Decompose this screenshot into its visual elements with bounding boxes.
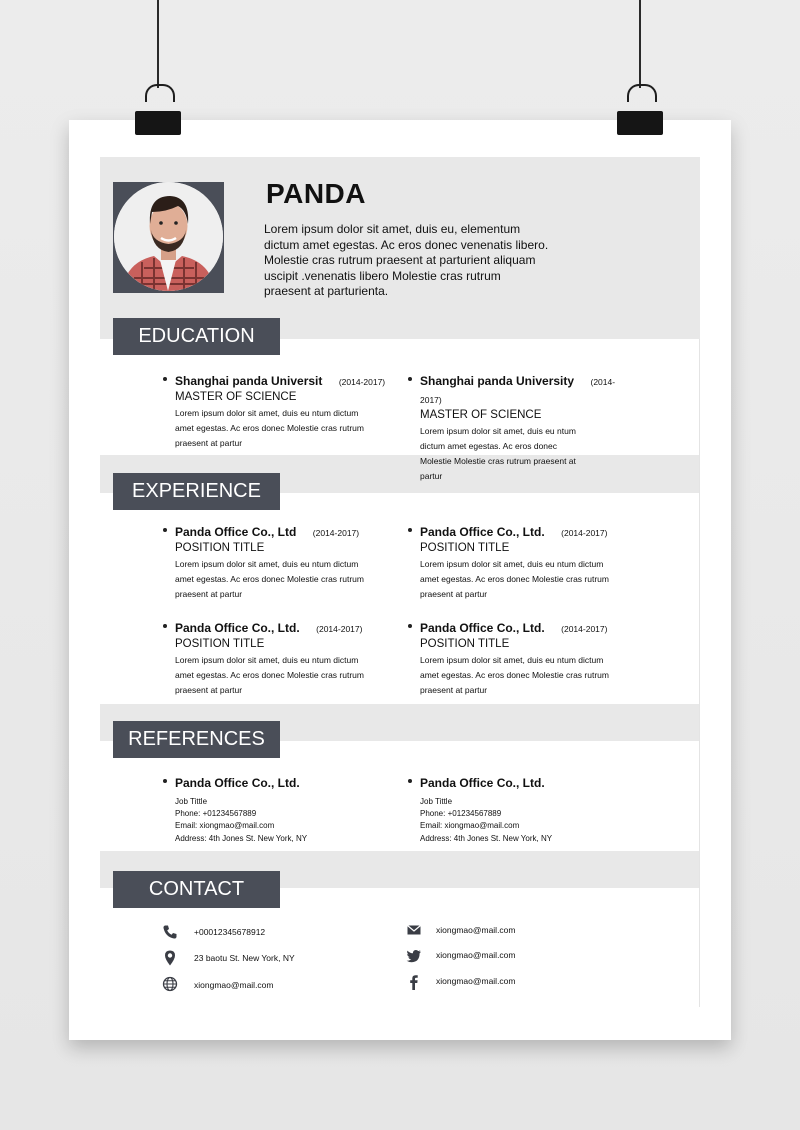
reference-entry [175,774,390,845]
experience-description: Lorem ipsum dolor sit amet, duis eu ntum dictum amet egestas. Ac eros donec Molestie cras rutrum praesent at partur [420,559,609,599]
reference-phone: Phone: +01234567889 [175,809,257,819]
education-entry [420,372,635,484]
contact-website: xiongmao@mail.com [194,980,274,990]
reference-details [420,796,635,845]
education-entry [175,372,390,451]
reference-email: Email: xiongmao@mail.com [420,821,520,831]
reference-address: Address: 4th Jones St. New York, NY [175,833,308,843]
experience-heading: EXPERIENCE [113,473,280,510]
company-name: Panda Office Co., Ltd. [420,525,545,539]
experience-years: (2014-2017) [312,528,360,538]
bullet [408,528,412,532]
hanging-wire-left [157,0,159,88]
contact-phone: +00012345678912 [194,927,266,937]
position-title: POSITION TITLE [420,542,510,554]
degree: MASTER OF SCIENCE [175,391,297,403]
binder-clip-left [135,111,181,135]
experience-description: Lorem ipsum dolor sit amet, duis eu ntum dictum amet egestas. Ac eros donec Molestie cras rutrum praesent at partur [175,559,364,599]
contact-email: xiongmao@mail.com [436,925,516,935]
bullet [163,377,167,381]
envelope-icon [406,922,422,938]
company-name: Panda Office Co., Ltd. [420,621,545,635]
hanging-wire-right [639,0,641,88]
reference-company: Panda Office Co., Ltd. [420,776,545,790]
reference-address: Address: 4th Jones St. New York, NY [420,833,553,843]
reference-phone: Phone: +01234567889 [420,809,502,819]
experience-entry [175,523,390,602]
right-rule [699,339,700,1007]
contact-address: 23 baotu St. New York, NY [194,953,295,963]
experience-entry [420,523,635,602]
position-title: POSITION TITLE [420,638,510,650]
person-illustration [114,182,223,291]
binder-clip-handle-left [145,84,175,102]
references-heading: REFERENCES [113,721,280,758]
phone-icon [162,924,178,940]
candidate-name: PANDA [266,178,366,209]
company-name: Panda Office Co., Ltd [175,525,297,539]
company-name: Panda Office Co., Ltd. [175,621,300,635]
bullet [408,377,412,381]
reference-entry [420,774,635,845]
degree: MASTER OF SCIENCE [420,409,542,421]
bullet [163,779,167,783]
school-name: Shanghai panda University [420,374,575,388]
education-description: Lorem ipsum dolor sit amet, duis eu ntum dictum amet egestas. Ac eros donec Molestie Molestie cras rutrum praesent at partur [420,426,576,481]
contact-twitter: xiongmao@mail.com [436,950,516,960]
profile-summary: Lorem ipsum dolor sit amet, duis eu, elementum dictum amet egestas. Ac eros donec venenatis libero. Molestie cras rutrum praesent at parturient aliquam uscipit .venenatis libero Molestie cras rutrum praesent at parturienta. [264,222,549,298]
contact-heading: CONTACT [113,871,280,908]
bullet [408,624,412,628]
education-years: (2014-2017) [420,377,616,405]
bullet [163,528,167,532]
reference-details [175,796,390,845]
experience-years: (2014-2017) [561,624,608,634]
experience-description: Lorem ipsum dolor sit amet, duis eu ntum dictum amet egestas. Ac eros donec Molestie cras rutrum praesent at partur [175,655,364,695]
binder-clip-handle-right [627,84,657,102]
bullet [163,624,167,628]
experience-entry [420,619,635,698]
education-heading: EDUCATION [113,318,280,355]
facebook-icon [406,974,422,990]
twitter-icon [406,948,422,964]
school-name: Shanghai panda Universit [175,374,323,388]
binder-clip-right [617,111,663,135]
globe-icon [162,976,178,992]
position-title: POSITION TITLE [175,542,265,554]
experience-years: (2014-2017) [316,624,363,634]
avatar [114,182,223,291]
experience-years: (2014-2017) [561,528,608,538]
reference-job: Job Tittle [175,797,208,806]
reference-company: Panda Office Co., Ltd. [175,776,300,790]
education-years: (2014-2017) [338,377,386,387]
reference-email: Email: xiongmao@mail.com [175,821,275,831]
bullet [408,779,412,783]
experience-description: Lorem ipsum dolor sit amet, duis eu ntum dictum amet egestas. Ac eros donec Molestie cras rutrum praesent at partur [420,655,609,695]
location-pin-icon [162,950,178,966]
profile-photo [113,182,224,293]
position-title: POSITION TITLE [175,638,265,650]
education-description: Lorem ipsum dolor sit amet, duis eu ntum dictum amet egestas. Ac eros donec Molestie cras rutrum praesent at partur [175,408,364,448]
contact-facebook: xiongmao@mail.com [436,976,516,986]
reference-job: Job Tittle [420,797,453,806]
experience-entry [175,619,390,698]
